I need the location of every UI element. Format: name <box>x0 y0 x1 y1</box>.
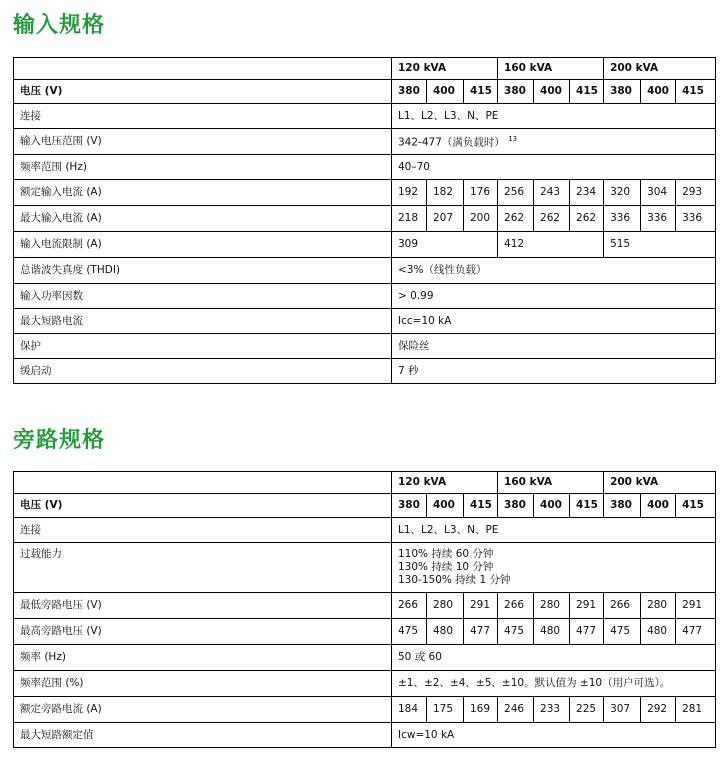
value-cell: 225 <box>570 697 604 723</box>
value-cell: 262 <box>498 206 534 232</box>
rated-current-row <box>14 180 716 206</box>
row-label: 额定旁路电流 (A) <box>14 697 392 723</box>
row-value: 7 秒 <box>392 359 716 384</box>
blank-cell <box>14 58 392 80</box>
row-label: 总谐波失真度 (THDI) <box>14 258 392 284</box>
voltage-cell: 380 <box>604 494 641 518</box>
input-spec-table <box>13 57 716 384</box>
footnote-ref: 13 <box>508 135 518 144</box>
voltage-cell: 415 <box>570 494 604 518</box>
value-cell: 309 <box>392 232 498 258</box>
voltage-header-row <box>14 80 716 104</box>
voltage-cell: 380 <box>392 494 427 518</box>
value-cell: 262 <box>534 206 570 232</box>
voltage-range-row <box>14 129 716 155</box>
connection-row <box>14 104 716 129</box>
row-label: 输入功率因数 <box>14 284 392 309</box>
voltage-header-row <box>14 494 716 518</box>
kva-120-header: 120 kVA <box>392 58 498 80</box>
value-cell: 475 <box>604 619 641 645</box>
voltage-cell: 400 <box>641 80 676 104</box>
short-circuit-rating-row <box>14 723 716 748</box>
voltage-cell: 400 <box>534 494 570 518</box>
value-cell: 281 <box>676 697 716 723</box>
kva-200-header: 200 kVA <box>604 472 716 494</box>
value-cell: 184 <box>392 697 427 723</box>
row-value: ±1、±2、±4、±5、±10。默认值为 ±10（用户可选）。 <box>392 671 716 697</box>
soft-start-row <box>14 359 716 384</box>
rated-bypass-current-row <box>14 697 716 723</box>
row-value <box>392 129 716 155</box>
value-cell: 280 <box>641 593 676 619</box>
freq-range-row <box>14 671 716 697</box>
bypass-spec-title: 旁路规格 <box>13 428 106 453</box>
value-cell: 234 <box>570 180 604 206</box>
voltage-label: 电压 (V) <box>14 80 392 104</box>
row-label: 缓启动 <box>14 359 392 384</box>
value-cell: 266 <box>604 593 641 619</box>
value-cell: 475 <box>498 619 534 645</box>
value-cell: 291 <box>570 593 604 619</box>
value-cell: 480 <box>427 619 464 645</box>
voltage-range-value: 342-477（满负载时） <box>398 136 505 149</box>
kva-header-row <box>14 472 716 494</box>
value-cell: 336 <box>676 206 716 232</box>
frequency-row <box>14 645 716 671</box>
row-label: 频率范围 (%) <box>14 671 392 697</box>
voltage-cell: 415 <box>464 80 498 104</box>
row-label: 最大短路电流 <box>14 309 392 334</box>
row-value: 保险丝 <box>392 334 716 359</box>
voltage-cell: 380 <box>498 494 534 518</box>
row-value: L1、L2、L3、N、PE <box>392 518 716 543</box>
value-cell: 175 <box>427 697 464 723</box>
value-cell: 475 <box>392 619 427 645</box>
value-cell: 515 <box>604 232 716 258</box>
value-cell: 412 <box>498 232 604 258</box>
value-cell: 182 <box>427 180 464 206</box>
value-cell: 246 <box>498 697 534 723</box>
value-cell: 176 <box>464 180 498 206</box>
max-current-row <box>14 206 716 232</box>
blank-cell <box>14 472 392 494</box>
voltage-cell: 380 <box>498 80 534 104</box>
value-cell: 169 <box>464 697 498 723</box>
value-cell: 292 <box>641 697 676 723</box>
value-cell: 477 <box>676 619 716 645</box>
min-bypass-voltage-row <box>14 593 716 619</box>
value-cell: 266 <box>498 593 534 619</box>
row-label: 最高旁路电压 (V) <box>14 619 392 645</box>
value-cell: 192 <box>392 180 427 206</box>
kva-header-row <box>14 58 716 80</box>
row-label: 过载能力 <box>14 543 392 593</box>
voltage-cell: 400 <box>641 494 676 518</box>
kva-200-header: 200 kVA <box>604 58 716 80</box>
row-value: L1、L2、L3、N、PE <box>392 104 716 129</box>
value-cell: 262 <box>570 206 604 232</box>
voltage-cell: 415 <box>676 494 716 518</box>
freq-range-row <box>14 155 716 180</box>
row-value: <3%（线性负载） <box>392 258 716 284</box>
value-cell: 480 <box>641 619 676 645</box>
value-cell: 218 <box>392 206 427 232</box>
row-value: 110% 持续 60 分钟 130% 持续 10 分钟 130-150% 持续 1 分钟 <box>392 543 716 593</box>
voltage-cell: 415 <box>570 80 604 104</box>
row-value: Icc=10 kA <box>392 309 716 334</box>
value-cell: 336 <box>604 206 641 232</box>
power-factor-row <box>14 284 716 309</box>
connection-row <box>14 518 716 543</box>
value-cell: 200 <box>464 206 498 232</box>
row-value: > 0.99 <box>392 284 716 309</box>
row-label: 最低旁路电压 (V) <box>14 593 392 619</box>
bypass-spec-table <box>13 471 716 748</box>
value-cell: 293 <box>676 180 716 206</box>
value-cell: 291 <box>676 593 716 619</box>
row-label: 最大输入电流 (A) <box>14 206 392 232</box>
value-cell: 320 <box>604 180 641 206</box>
overload-row <box>14 543 716 593</box>
voltage-cell: 415 <box>676 80 716 104</box>
protection-row <box>14 334 716 359</box>
short-circuit-row <box>14 309 716 334</box>
kva-120-header: 120 kVA <box>392 472 498 494</box>
voltage-cell: 380 <box>604 80 641 104</box>
row-label: 频率 (Hz) <box>14 645 392 671</box>
kva-160-header: 160 kVA <box>498 58 604 80</box>
value-cell: 207 <box>427 206 464 232</box>
voltage-cell: 380 <box>392 80 427 104</box>
row-label: 额定输入电流 (A) <box>14 180 392 206</box>
value-cell: 233 <box>534 697 570 723</box>
input-spec-title: 输入规格 <box>13 13 106 38</box>
thdi-row <box>14 258 716 284</box>
value-cell: 480 <box>534 619 570 645</box>
voltage-cell: 400 <box>427 494 464 518</box>
row-label: 连接 <box>14 104 392 129</box>
voltage-label: 电压 (V) <box>14 494 392 518</box>
row-value: Icw=10 kA <box>392 723 716 748</box>
row-label: 输入电压范围 (V) <box>14 129 392 155</box>
value-cell: 280 <box>427 593 464 619</box>
row-label: 最大短路额定值 <box>14 723 392 748</box>
max-bypass-voltage-row <box>14 619 716 645</box>
voltage-cell: 415 <box>464 494 498 518</box>
value-cell: 266 <box>392 593 427 619</box>
value-cell: 336 <box>641 206 676 232</box>
row-label: 频率范围 (Hz) <box>14 155 392 180</box>
value-cell: 477 <box>464 619 498 645</box>
row-label: 输入电流限制 (A) <box>14 232 392 258</box>
row-label: 连接 <box>14 518 392 543</box>
value-cell: 243 <box>534 180 570 206</box>
value-cell: 256 <box>498 180 534 206</box>
voltage-cell: 400 <box>534 80 570 104</box>
value-cell: 307 <box>604 697 641 723</box>
voltage-cell: 400 <box>427 80 464 104</box>
row-label: 保护 <box>14 334 392 359</box>
value-cell: 477 <box>570 619 604 645</box>
kva-160-header: 160 kVA <box>498 472 604 494</box>
value-cell: 280 <box>534 593 570 619</box>
row-value: 50 或 60 <box>392 645 716 671</box>
row-value: 40–70 <box>392 155 716 180</box>
value-cell: 304 <box>641 180 676 206</box>
current-limit-row <box>14 232 716 258</box>
value-cell: 291 <box>464 593 498 619</box>
